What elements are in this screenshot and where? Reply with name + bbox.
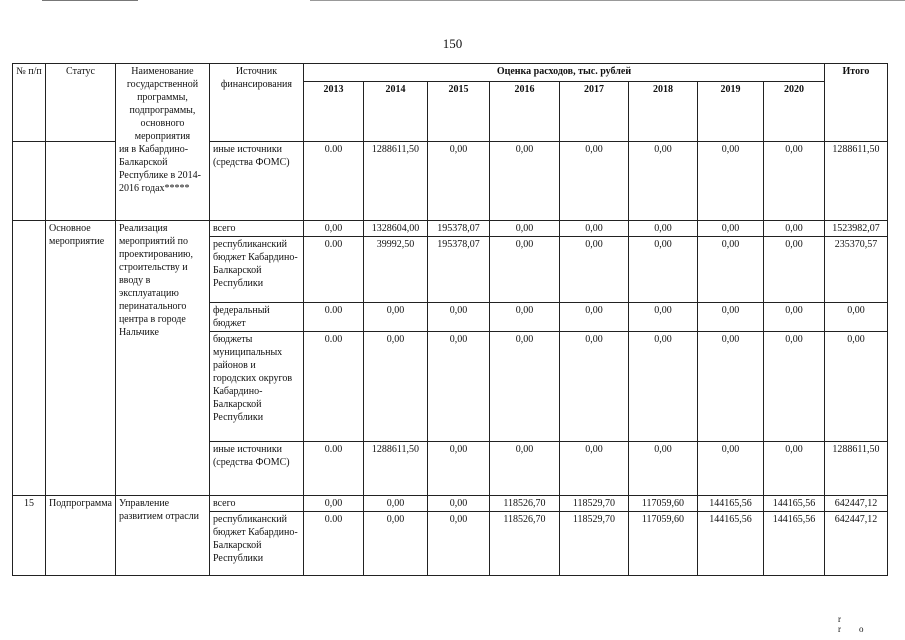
value-cell: 0,00	[303, 221, 363, 237]
value-cell: 1288611,50	[363, 142, 427, 221]
row1-source: иные источники (средства ФОМС)	[209, 142, 303, 221]
top-rule-left	[42, 0, 138, 1]
header-year: 2020	[763, 82, 824, 142]
block2-name: Реализация мероприятий по проектированию, строительству и вводу в эксплуатацию перинатального центра в городе Нальчике	[115, 221, 209, 496]
value-cell: 0,00	[763, 332, 824, 442]
value-cell: 0,00	[427, 496, 489, 512]
value-cell: 0,00	[363, 512, 427, 576]
value-cell: 1288611,50	[363, 442, 427, 496]
header-name-text: Наименование государственной программы, подпрограммы, основного мероприятия	[126, 66, 199, 142]
value-cell: 0,00	[303, 496, 363, 512]
value-cell: 0.00	[303, 142, 363, 221]
total-cell: 0,00	[824, 303, 887, 332]
value-cell: 0,00	[628, 332, 697, 442]
value-cell: 0.00	[303, 332, 363, 442]
value-cell: 0,00	[559, 442, 628, 496]
header-year: 2014	[363, 82, 427, 142]
value-cell: 0.00	[303, 237, 363, 303]
total-cell: 1523982,07	[824, 221, 887, 237]
page-number: 150	[442, 36, 463, 51]
block3-name: Управление развитием отрасли	[115, 496, 209, 576]
value-cell: 0,00	[697, 303, 763, 332]
value-cell: 118526,70	[489, 512, 559, 576]
value-cell: 0,00	[489, 303, 559, 332]
block2-source-municipal: бюджеты муниципальных районов и городских округов Кабардино-Балкарской Республики	[209, 332, 303, 442]
value-cell: 0,00	[559, 303, 628, 332]
header-status: Статус	[46, 64, 116, 142]
header-year: 2013	[303, 82, 363, 142]
value-cell: 0,00	[763, 303, 824, 332]
value-cell: 0.00	[303, 512, 363, 576]
value-cell: 0,00	[427, 442, 489, 496]
value-cell: 0,00	[628, 142, 697, 221]
value-cell: 144165,56	[697, 512, 763, 576]
value-cell: 0,00	[489, 332, 559, 442]
value-cell: 117059,60	[628, 496, 697, 512]
top-rule-right	[310, 0, 905, 1]
value-cell: 0,00	[363, 303, 427, 332]
block2-source-total: всего	[209, 221, 303, 237]
total-cell: 642447,12	[824, 496, 887, 512]
block3-source-total: всего	[209, 496, 303, 512]
total-cell: 0,00	[824, 332, 887, 442]
value-cell: 0.00	[303, 303, 363, 332]
value-cell: 0,00	[427, 512, 489, 576]
value-cell: 0,00	[559, 142, 628, 221]
total-cell: 235370,57	[824, 237, 887, 303]
header-estimate: Оценка расходов, тыс. рублей	[303, 64, 824, 82]
value-cell: 0,00	[763, 142, 824, 221]
header-year: 2019	[697, 82, 763, 142]
value-cell: 0,00	[427, 303, 489, 332]
block3-source-republic: республиканский бюджет Кабардино-Балкарской Республики	[209, 512, 303, 576]
header-total: Итого	[824, 64, 887, 142]
header-year: 2015	[427, 82, 489, 142]
value-cell: 0,00	[628, 237, 697, 303]
value-cell: 39992,50	[363, 237, 427, 303]
row1-status	[46, 142, 116, 221]
value-cell: 0,00	[628, 442, 697, 496]
value-cell: 195378,07	[427, 221, 489, 237]
header-source: Источник финансирования	[209, 64, 303, 142]
header-year: 2018	[628, 82, 697, 142]
value-cell: 144165,56	[697, 496, 763, 512]
value-cell: 0,00	[697, 221, 763, 237]
value-cell: 0,00	[763, 221, 824, 237]
budget-table	[12, 63, 888, 576]
block2-source-federal: федеральный бюджет	[209, 303, 303, 332]
value-cell: 0,00	[489, 442, 559, 496]
value-cell: 144165,56	[763, 496, 824, 512]
value-cell: 0,00	[697, 442, 763, 496]
value-cell: 0,00	[427, 142, 489, 221]
header-no: № п/п	[13, 64, 46, 142]
value-cell: 118529,70	[559, 512, 628, 576]
header-year: 2016	[489, 82, 559, 142]
row1-name-tail: ия в Кабардино-Балкарской Республике в 2014-2016 годах*****	[118, 144, 202, 194]
total-cell: 1288611,50	[824, 142, 887, 221]
value-cell: 118526,70	[489, 496, 559, 512]
value-cell: 0,00	[559, 237, 628, 303]
value-cell: 0,00	[363, 496, 427, 512]
value-cell: 0,00	[763, 442, 824, 496]
value-cell: 0,00	[427, 332, 489, 442]
footer-marks: r ro	[838, 614, 882, 634]
row1-no	[13, 142, 46, 221]
table-row	[13, 496, 888, 512]
block2-source-republic: республиканский бюджет Кабардино-Балкарской Республики	[209, 237, 303, 303]
block3-no: 15	[13, 496, 46, 576]
value-cell: 0,00	[697, 332, 763, 442]
value-cell: 195378,07	[427, 237, 489, 303]
total-cell: 1288611,50	[824, 442, 887, 496]
total-cell: 642447,12	[824, 512, 887, 576]
block2-status: Основное мероприятие	[46, 221, 116, 496]
value-cell: 0,00	[489, 142, 559, 221]
value-cell: 0,00	[489, 221, 559, 237]
block2-no	[13, 221, 46, 496]
value-cell: 1328604,00	[363, 221, 427, 237]
block2-source-other: иные источники (средства ФОМС)	[209, 442, 303, 496]
header-year: 2017	[559, 82, 628, 142]
value-cell: 0,00	[363, 332, 427, 442]
value-cell: 118529,70	[559, 496, 628, 512]
value-cell: 0,00	[489, 237, 559, 303]
value-cell: 0,00	[628, 221, 697, 237]
table-row	[13, 221, 888, 237]
value-cell: 0,00	[559, 221, 628, 237]
value-cell: 0.00	[303, 442, 363, 496]
value-cell: 144165,56	[763, 512, 824, 576]
value-cell: 0,00	[628, 303, 697, 332]
block3-status: Подпрограмма	[46, 496, 116, 576]
value-cell: 0,00	[559, 332, 628, 442]
value-cell: 0,00	[763, 237, 824, 303]
value-cell: 117059,60	[628, 512, 697, 576]
header-name	[115, 64, 209, 221]
value-cell: 0,00	[697, 237, 763, 303]
value-cell: 0,00	[697, 142, 763, 221]
